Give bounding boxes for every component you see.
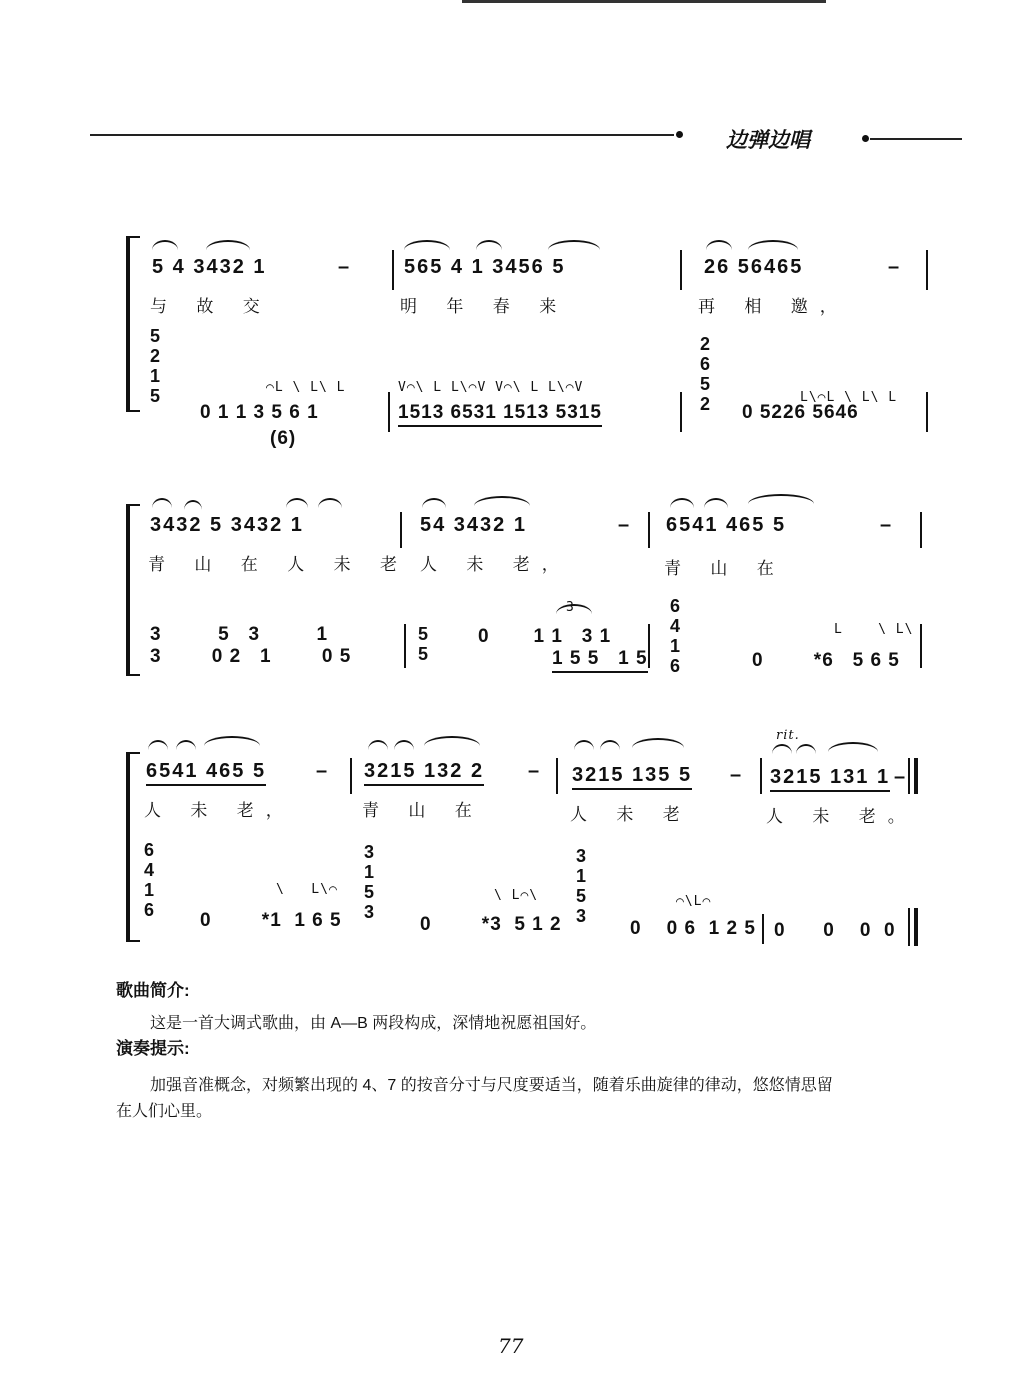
- slur: [828, 742, 878, 752]
- melody-measure-1: 5 4 3432 1: [152, 256, 267, 278]
- slur: [368, 740, 388, 750]
- accomp-measure-1: 0 1 1 3 5 6 1: [200, 402, 319, 423]
- header-dot-right: [862, 135, 869, 142]
- accomp-measure-4: 0 0 0 0: [774, 920, 896, 941]
- melody-measure-1: 3432 5 3432 1: [150, 514, 304, 536]
- system-brace: [126, 504, 140, 676]
- melody-measure-2: 565 4 1 3456 5: [404, 256, 566, 278]
- lyrics-measure-3: 人 未 老: [570, 805, 692, 825]
- accomp-measure-1: 0 *1 1 6 5: [200, 910, 342, 931]
- accomp-chord: 6 4 1 6: [670, 596, 681, 676]
- intro-paragraph: 这是一首大调式歌曲，由 A—B 两段构成，深情地祝愿祖国好。: [150, 1015, 597, 1032]
- barline: [680, 392, 682, 432]
- melody-rest: –: [618, 514, 632, 536]
- melody-rest: –: [316, 760, 330, 782]
- melody-rest: –: [528, 760, 542, 782]
- accomp-chord: 3 1 5 3: [576, 846, 587, 926]
- slur: [204, 736, 260, 746]
- melody-rest: –: [888, 256, 902, 278]
- lyrics-measure-2: 明 年 春 来: [400, 297, 569, 317]
- accomp-upper-voice: 3 5 3 1: [150, 624, 329, 645]
- final-barline: [908, 758, 910, 794]
- technique-marks: \ L\⌒: [276, 882, 338, 897]
- lyrics-measure-3: 再 相 邀，: [698, 297, 849, 317]
- melody-rest: –: [880, 514, 894, 536]
- system-brace: [126, 236, 140, 412]
- page-number: 77: [498, 1334, 524, 1358]
- accomp-chord: 6 4 1 6: [144, 840, 155, 920]
- barline: [926, 250, 928, 290]
- tips-heading: 演奏提示:: [116, 1039, 190, 1058]
- top-rule: [462, 0, 826, 3]
- header-rule-right: [870, 138, 962, 140]
- final-barline-thick: [914, 758, 918, 794]
- lyrics-measure-1: 与 故 交: [150, 297, 272, 317]
- slur: [706, 240, 732, 250]
- intro-heading: 歌曲简介:: [116, 981, 190, 1000]
- final-barline: [908, 908, 910, 946]
- barline: [556, 758, 558, 794]
- tips-paragraph-line-2: 在人们心里。: [116, 1103, 213, 1120]
- barline: [392, 250, 394, 290]
- barline: [760, 758, 762, 794]
- accomp-measure-3: 0 0 6 1 2 5: [630, 918, 756, 939]
- accomp-lower-voice: 3 0 2 1 0 5: [150, 646, 352, 667]
- technique-marks: ⌒L \ L\ L: [266, 380, 346, 395]
- slur: [632, 738, 684, 748]
- lyrics-measure-3: 青 山 在: [664, 559, 786, 579]
- slur: [574, 740, 594, 750]
- technique-marks: \ L⌒\: [494, 888, 539, 903]
- melody-measure-3: 3215 135 5: [572, 764, 692, 790]
- lyrics-measure-4: 人 未 老。: [766, 807, 917, 827]
- technique-marks: ⌒\L⌒: [676, 894, 712, 909]
- slur: [206, 240, 250, 250]
- tempo-marking: rit.: [776, 728, 800, 743]
- slur: [152, 240, 178, 250]
- melody-measure-3: 6541 465 5: [666, 514, 787, 536]
- accomp-measure-2: 1513 6531 1513 5315: [398, 402, 602, 427]
- slur: [404, 240, 450, 250]
- slur: [422, 498, 446, 508]
- slur: [748, 240, 798, 250]
- slur: [318, 498, 342, 508]
- barline: [350, 758, 352, 794]
- lyrics-measure-2: 人 未 老，: [420, 555, 571, 575]
- lyrics-measure-1: 青 山 在 人 未 老: [148, 555, 410, 575]
- slur: [670, 498, 694, 508]
- melody-rest: –: [338, 256, 352, 278]
- slur: [286, 498, 308, 508]
- barline: [404, 624, 406, 668]
- lyrics-measure-1: 人 未 老，: [144, 801, 295, 821]
- accomp-measure-2: 0 *3 5 1 2: [420, 914, 562, 935]
- slur: [148, 740, 168, 750]
- barline: [920, 512, 922, 548]
- slur: [748, 494, 814, 504]
- tips-paragraph-line-1: 加强音准概念，对频繁出现的 4、7 的按音分寸与尺度要适当，随着乐曲旋律的律动，悠悠情思留: [150, 1077, 833, 1094]
- accomp-alt-note: (6): [270, 428, 297, 449]
- accomp-measure-2-low: 1 5 5 1 5: [552, 648, 648, 673]
- header-rule-left: [90, 134, 674, 136]
- melody-measure-2: 54 3432 1: [420, 514, 527, 536]
- slur: [176, 740, 196, 750]
- barline: [648, 512, 650, 548]
- melody-rest: –: [894, 766, 908, 788]
- slur: [548, 240, 600, 250]
- barline: [926, 392, 928, 432]
- slur: [184, 500, 202, 510]
- melody-measure-4: 3215 131 1: [770, 766, 890, 792]
- accomp-chord: 5 5: [418, 624, 429, 664]
- slur: [424, 736, 480, 746]
- barline: [680, 250, 682, 290]
- slur: [476, 240, 502, 250]
- barline: [648, 624, 650, 668]
- header-title: 边弹边唱: [726, 127, 810, 152]
- slur: [394, 740, 414, 750]
- technique-marks: L \ L\: [834, 622, 914, 637]
- accomp-chord: 2 6 5 2: [700, 334, 711, 414]
- lyrics-measure-2: 青 山 在: [362, 801, 484, 821]
- accomp-measure-3: 0 5226 5646: [742, 402, 859, 423]
- slur: [152, 498, 172, 508]
- triplet-mark: 3: [566, 600, 575, 615]
- accomp-chord: 5 2 1 5: [150, 326, 161, 406]
- system-brace: [126, 752, 140, 942]
- triplet-arc: [556, 604, 592, 614]
- slur: [600, 740, 620, 750]
- slur: [474, 496, 530, 506]
- accomp-measure-2: 0 1 1 3 1: [478, 626, 612, 647]
- barline: [388, 392, 390, 432]
- melody-rest: –: [730, 764, 744, 786]
- technique-marks: L\⌒L \ L\ L: [800, 390, 898, 405]
- technique-marks: V⌒\ L L\⌒V V⌒\ L L\⌒V: [398, 380, 584, 395]
- melody-measure-1: 6541 465 5: [146, 760, 266, 786]
- slur: [704, 498, 728, 508]
- accomp-chord: 3 1 5 3: [364, 842, 375, 922]
- melody-measure-3: 26 56465: [704, 256, 804, 278]
- slur: [772, 744, 792, 754]
- barline: [400, 512, 402, 548]
- accomp-measure-3: 0 *6 5 6 5: [752, 650, 900, 671]
- header-dot-left: [676, 131, 683, 138]
- slur: [796, 744, 816, 754]
- melody-measure-2: 3215 132 2: [364, 760, 484, 786]
- final-barline-thick: [914, 908, 918, 946]
- barline: [762, 914, 764, 944]
- barline: [920, 624, 922, 668]
